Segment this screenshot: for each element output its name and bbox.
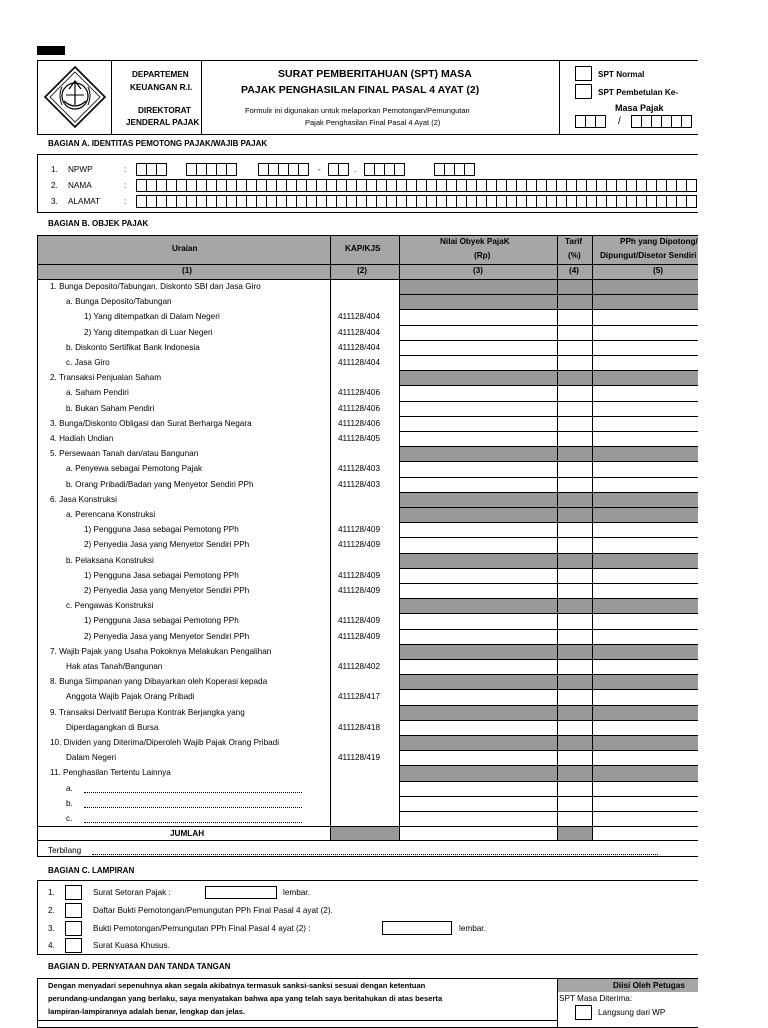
lampiran-4-no: 4. [48, 941, 55, 950]
row-kap: 411128/402 [338, 662, 381, 671]
section-a-title: BAGIAN A. IDENTITAS PEMOTONG PAJAK/WAJIB PAJAK [48, 139, 268, 148]
lampiran-1-tail: lembar. [283, 888, 310, 897]
nama-no: 2. [51, 181, 58, 190]
row-text: c. [66, 814, 73, 823]
lampiran-1-text: Surat Setoran Pajak : [93, 888, 171, 897]
emblem-icon [42, 65, 108, 130]
alamat-colon: : [124, 197, 127, 206]
lampiran-1-no: 1. [48, 888, 55, 897]
row-kap: 411128/405 [338, 434, 381, 443]
row-kap: 411128/409 [338, 570, 381, 580]
jumlah-label: JUMLAH [170, 829, 205, 838]
row-text: a. Penyewa sebagai Pemotong Pajak [66, 464, 203, 474]
row-text: Diperdagangkan di Bursa [66, 722, 159, 732]
dir-line1: DIREKTORAT [138, 106, 191, 115]
row-text: 7. Wajib Pajak yang Usaha Pokoknya Melakukan Pengalihan [50, 646, 272, 656]
row-text: 1) Pengguna Jasa sebagai Pemotong PPh [84, 616, 239, 626]
row-kap: 411128/419 [338, 753, 381, 763]
header-uraian: Uraian [172, 244, 198, 253]
npwp-no: 1. [51, 165, 58, 174]
row-text: c. Jasa Giro [66, 358, 110, 367]
spt-normal-checkbox[interactable] [575, 66, 592, 81]
spt-diterima-label: SPT Masa Diterima: [559, 994, 633, 1003]
alamat-no: 3. [51, 197, 58, 206]
statement-line-2: perundang-undangan yang berlaku, saya menyatakan bahwa apa yang telah saya beritahukan di atas beserta [48, 994, 443, 1003]
row-kap: 411128/409 [338, 540, 381, 550]
row-text: 10. Dividen yang Diterima/Diperoleh Wajib Pajak Orang Pribadi [50, 738, 280, 747]
row-kap: 411128/403 [338, 479, 381, 489]
terbilang-line[interactable] [92, 854, 658, 855]
row-text: 2) Penyedia Jasa yang Menyetor Sendiri PPh [84, 586, 250, 595]
nama-field[interactable] [136, 179, 698, 192]
row-kap: 411128/409 [338, 586, 381, 595]
row-kap: 411128/406 [338, 403, 381, 413]
dept-line1: DEPARTEMEN [132, 70, 189, 79]
npwp-field-1[interactable] [136, 163, 166, 176]
dept-line2: KEUANGAN R.I. [130, 83, 193, 92]
other-income-line[interactable] [84, 807, 302, 808]
row-kap: 411128/404 [338, 327, 381, 337]
row-text: 2. Transaksi Penjualan Saham [50, 373, 162, 383]
row-text: Hak atas Tanah/Bangunan [66, 662, 163, 671]
section-c-title: BAGIAN C. LAMPIRAN [48, 866, 135, 875]
row-text: 3. Bunga/Diskonto Obligasi dan Surat Berharga Negara [50, 418, 252, 428]
row-kap: 411128/406 [338, 418, 381, 428]
npwp-sep-dash: - [318, 165, 321, 174]
langsung-checkbox[interactable] [575, 1005, 592, 1020]
section-b-title: BAGIAN B. OBJEK PAJAK [48, 219, 149, 228]
row-text: 1) Yang ditempatkan di Dalam Negeri [84, 312, 220, 322]
lampiran-2-checkbox[interactable] [65, 903, 82, 918]
header-tarif-1: Tarif [565, 237, 583, 246]
masa-pajak-month[interactable] [575, 115, 605, 128]
row-text: 1) Pengguna Jasa sebagai Pemotong PPh [84, 525, 239, 535]
row-text: 9. Transaksi Derivatif Berupa Kontrak Berjangka yang [50, 707, 245, 717]
row-text: 4. Hadiah Undian [50, 434, 114, 443]
row-text: b. Pelaksana Konstruksi [66, 555, 154, 565]
form-subtitle-1: Formulir ini digunakan untuk melaporkan Pemotongan/Pemungutan [245, 106, 470, 115]
row-text: Dalam Negeri [66, 753, 117, 763]
row-text: b. Bukan Saham Pendiri [66, 403, 155, 413]
row-text: c. Pengawas Konstruksi [66, 601, 154, 611]
other-income-line[interactable] [84, 792, 302, 793]
masa-pajak-year[interactable] [631, 115, 691, 128]
row-kap: 411128/406 [338, 388, 381, 398]
row-text: 1. Bunga Deposito/Tabungan, Diskonto SBI dan Jasa Giro [50, 282, 261, 291]
row-text: 6. Jasa Konstruksi [50, 494, 117, 504]
terbilang-label: Terbilang [48, 846, 82, 855]
row-text: a. Perencana Konstruksi [66, 510, 156, 519]
form-title-2: PAJAK PENGHASILAN FINAL PASAL 4 AYAT (2) [241, 84, 480, 96]
colnum-4: (4) [569, 266, 580, 275]
other-income-line[interactable] [84, 822, 302, 823]
npwp-field-4[interactable] [328, 163, 348, 176]
row-text: a. Saham Pendiri [66, 388, 129, 398]
header-nilai-1: Nilai Obyek PajaK [440, 237, 510, 246]
langsung-label: Langsung dari WP [598, 1008, 666, 1017]
npwp-field-2[interactable] [186, 163, 236, 176]
nama-label: NAMA [68, 181, 92, 190]
section-d-title: BAGIAN D. PERNYATAAN DAN TANDA TANGAN [48, 962, 231, 971]
masa-pajak-label: Masa Pajak [615, 103, 664, 113]
row-text: 1) Pengguna Jasa sebagai Pemotong PPh [84, 570, 239, 580]
lampiran-3-no: 3. [48, 924, 55, 933]
lampiran-1-checkbox[interactable] [65, 885, 82, 900]
row-text: a. [66, 783, 73, 793]
alamat-label: ALAMAT [68, 197, 101, 206]
corner-mark [37, 46, 65, 55]
npwp-field-3[interactable] [258, 163, 308, 176]
lampiran-3-checkbox[interactable] [65, 921, 82, 936]
header-pph-2: Dipungut/Disetor Sendiri [600, 251, 697, 260]
row-kap: 411128/409 [338, 525, 381, 535]
row-kap: 411128/404 [338, 312, 381, 322]
lampiran-4-text: Surat Kuasa Khusus. [93, 941, 170, 950]
row-text: a. Bunga Deposito/Tabungan [66, 297, 172, 307]
masa-pajak-slash: / [618, 116, 621, 127]
row-text: 2) Penyedia Jasa yang Menyetor Sendiri PPh [84, 631, 250, 641]
form-title-1: SURAT PEMBERITAHUAN (SPT) MASA [278, 68, 472, 80]
row-kap: 411128/417 [338, 692, 381, 702]
row-text: 2) Penyedia Jasa yang Menyetor Sendiri PPh [84, 540, 250, 550]
header-pph-1: PPh yang Dipotong/ [620, 237, 698, 246]
lampiran-2-text: Daftar Bukti Pemotongan/Pemungutan PPh Final Pasal 4 ayat (2). [93, 906, 333, 915]
lampiran-3-tail: lembar. [459, 924, 486, 933]
row-text: b. [66, 798, 73, 808]
row-kap: 411128/404 [338, 342, 381, 352]
row-text: 11. Penghasilan Tertentu Lainnya [50, 768, 171, 778]
lampiran-2-no: 2. [48, 906, 55, 915]
alamat-field[interactable] [136, 195, 698, 208]
colnum-1: (1) [182, 266, 193, 275]
npwp-label: NPWP [68, 165, 93, 174]
header-tarif-2: (%) [568, 251, 581, 260]
colnum-2: (2) [357, 266, 368, 275]
row-text: 5. Persewaan Tanah dan/atau Bangunan [50, 449, 199, 459]
row-kap: 411128/403 [338, 464, 381, 474]
colnum-3: (3) [473, 266, 484, 275]
header-nilai-2: (Rp) [474, 251, 491, 260]
row-text: Anggota Wajib Pajak Orang Pribadi [66, 692, 195, 702]
statement-line-1: Dengan menyadari sepenuhnya akan segala akibatnya termasuk sanksi-sanksi sesuai dengan ketentuan [48, 981, 426, 990]
spt-normal-label: SPT Normal [598, 70, 645, 79]
colnum-5: (5) [653, 266, 664, 275]
row-kap: 411128/409 [338, 616, 381, 626]
nama-colon: : [124, 181, 127, 190]
spt-pembetulan-checkbox[interactable] [575, 84, 592, 99]
npwp-colon: : [124, 165, 127, 174]
statement-line-3: lampiran-lampirannya adalah benar, lengkap dan jelas. [48, 1007, 246, 1016]
row-kap: 411128/409 [338, 631, 381, 641]
form-subtitle-2: Pajak Penghasilan Final Pasal 4 Ayat (2) [305, 118, 441, 127]
row-text: b. Orang Pribadi/Badan yang Menyetor Sendiri PPh [66, 479, 254, 489]
row-text: 2) Yang ditempatkan di Luar Negeri [84, 327, 213, 337]
row-text: 8. Bunga Simpanan yang Dibayarkan oleh Koperasi kepada [50, 677, 268, 687]
row-kap: 411128/418 [338, 722, 381, 732]
lampiran-1-count[interactable] [205, 886, 277, 899]
spt-pembetulan-label: SPT Pembetulan Ke- [598, 88, 679, 97]
petugas-label: Diisi Oleh Petugas [613, 981, 685, 990]
row-kap: 411128/404 [338, 358, 381, 367]
npwp-sep-dot: . [354, 165, 357, 174]
lampiran-3-count[interactable] [382, 921, 452, 935]
npwp-field-5[interactable] [364, 163, 404, 176]
row-text: b. Diskonto Sertifikat Bank Indonesia [66, 342, 200, 352]
header-kap: KAP/KJS [345, 244, 381, 253]
lampiran-3-text: Bukti Pemotongan/Pemungutan PPh Final Pasal 4 ayat (2) : [93, 924, 311, 933]
lampiran-4-checkbox[interactable] [65, 938, 82, 953]
dir-line2: JENDERAL PAJAK [126, 118, 200, 127]
npwp-field-6[interactable] [434, 163, 474, 176]
